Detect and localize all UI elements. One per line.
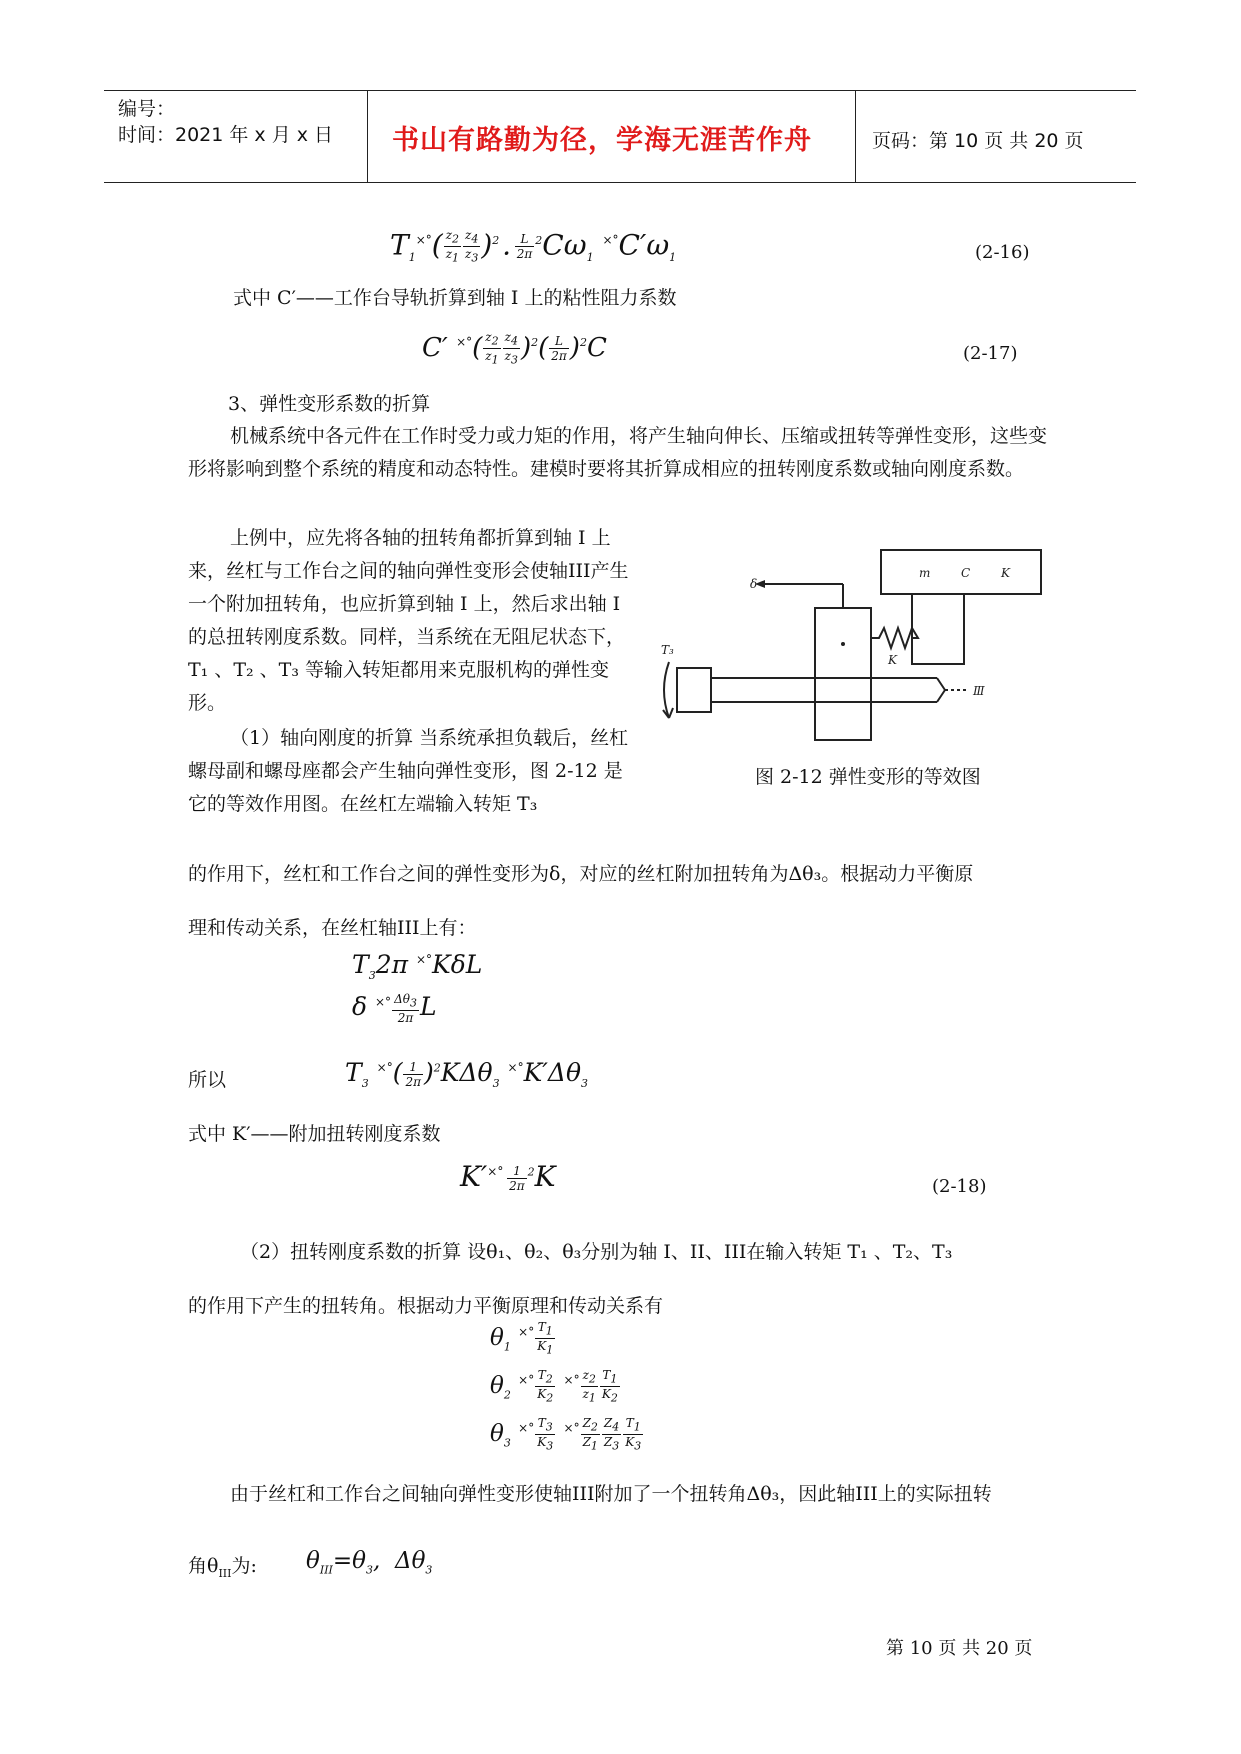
figure-label-delta: δ — [750, 577, 758, 591]
paragraph-9-sub: III — [218, 1566, 232, 1580]
header-number-label: 编号： — [118, 98, 176, 120]
paragraph-5: 理和传动关系，在丝杠轴III上有： — [188, 917, 477, 939]
equation-2-17-number: (2-17) — [963, 343, 1018, 364]
figure-label-c: C — [961, 566, 971, 580]
header-time-label: 时间：2021 年 x 月 x 日 — [118, 124, 334, 146]
header-divider-left — [367, 90, 368, 182]
figure-label-k-box: K — [1001, 566, 1010, 580]
where-k-line: 式中 K′——附加扭转刚度系数 — [188, 1123, 441, 1145]
header-page-label: 页码：第 10 页 共 20 页 — [872, 130, 1084, 152]
equation-2-16: $T_1^{\times^\circ}$( $\frac{z_2}{z_1}$ $\frac{z_4}{z_3}$ )$^2$ . $\frac{L}{2\pi}$ $^2C\omega_1$ $^{\times^\circ}C'\omega_1$ — [390, 228, 677, 265]
suoyi-label: 所以 — [188, 1069, 227, 1091]
header-top-rule — [104, 90, 1136, 91]
equation-2-18-number: (2-18) — [932, 1176, 987, 1197]
paragraph-9 — [188, 1550, 257, 1590]
paragraph-7: 的作用下产生的扭转角。根据动力平衡原理和传动关系有 — [188, 1295, 664, 1317]
figure-label-k-spring: K — [888, 653, 897, 667]
where-c-line: 式中 C′——工作台导轨折算到轴 I 上的粘性阻力系数 — [233, 287, 677, 309]
paragraph-3: （1）轴向刚度的折算 当系统承担负载后，丝杠螺母副和螺母座都会产生轴向弹性变形，图 2-12 是它的等效作用图。在丝杠左端输入转矩 T₃ — [188, 727, 629, 815]
paragraph-9-mid: 为: — [231, 1555, 257, 1577]
paragraph-2: 上例中，应先将各轴的扭转角都折算到轴 I 上来，丝杠与工作台之间的轴向弹性变形会使轴III产生一个附加扭转角，也应折算到轴 I 上，然后求出轴 I 的总扭转刚度系数。同样，当系统在无阻尼状态下，T₁ 、T₂ 、T₃ 等输入转矩都用来克服机构的弹性变形。 — [188, 527, 629, 714]
paragraph-1: 机械系统中各元件在工作时受力或力矩的作用，将产生轴向伸长、压缩或扭转等弹性变形，这些变形将影响到整个系统的精度和动态特性。建模时要将其折算成相应的扭转刚度系数或轴向刚度系数。 — [188, 425, 1048, 480]
equation-t3-result: $T_3$ ×°( $\frac{1}{2\pi}$ )$^2$KΔθ$_3$ $^{\times^\circ}K'\Delta\theta_3$ — [345, 1058, 589, 1090]
equation-delta: δ ×° $\frac{\Delta\theta_3}{2\pi}$ L — [352, 992, 437, 1026]
equation-2-17: C′ ×°( $\frac{z_2}{z_1}$ $\frac{z_4}{z_3}$ )$^2$( $\frac{L}{2\pi}$ )$^2$C — [422, 330, 607, 367]
equation-theta-iii: $\theta_{III}=\theta_3$, $\Delta\theta_3$ — [306, 1548, 433, 1577]
nut-center-dot — [841, 642, 845, 646]
figure-2-12-diagram — [655, 540, 1060, 745]
section-3-title: 3、弹性变形系数的折算 — [228, 393, 431, 415]
figure-2-12-caption: 图 2-12 弹性变形的等效图 — [755, 766, 981, 788]
equation-t3-2pi: $T_32\pi$ ×°KδL — [352, 950, 483, 982]
equation-2-18: K′×° $\frac{1}{2\pi}$ $^2$K — [460, 1160, 556, 1193]
equation-2-16-number: (2-16) — [975, 242, 1030, 263]
figure-label-t3: T₃ — [661, 643, 674, 657]
paragraph-8: 由于丝杠和工作台之间轴向弹性变形使轴III附加了一个扭转角Δθ₃，因此轴III上的实际扭转 — [230, 1483, 992, 1505]
figure-label-axis: Ⅲ — [973, 684, 985, 698]
equation-theta-2: $\theta_2$ ×° $\frac{T_2}{K_2}$ ×° $\frac{z_2}{z_1}$ $\frac{T_1}{K_2}$ — [490, 1368, 618, 1405]
figure-label-m: m — [919, 566, 931, 580]
header-divider-right — [855, 90, 856, 182]
paragraph-6: （2）扭转刚度系数的折算 设θ₁、θ₂、θ₃分别为轴 I、II、III在输入转矩 T₁ 、T₂、T₃ — [240, 1241, 953, 1263]
equation-theta-1: $\theta_1$ ×° $\frac{T_1}{K_1}$ — [490, 1320, 554, 1357]
header-motto: 书山有路勤为径，学海无涯苦作舟 — [392, 125, 812, 156]
page-footer: 第 10 页 共 20 页 — [886, 1638, 1033, 1659]
header-bottom-rule — [104, 182, 1136, 183]
equation-theta-3: $\theta_3$ ×° $\frac{T_3}{K_3}$ ×° $\frac{Z_2}{Z_1}$ $\frac{Z_4}{Z_3}$ $\frac{T_1}{K_3}$ — [490, 1416, 642, 1453]
paragraph-9-prefix: 角θ — [188, 1555, 219, 1577]
paragraph-4: 的作用下，丝杠和工作台之间的弹性变形为δ，对应的丝杠附加扭转角为Δθ₃。根据动力平衡原 — [188, 863, 974, 885]
